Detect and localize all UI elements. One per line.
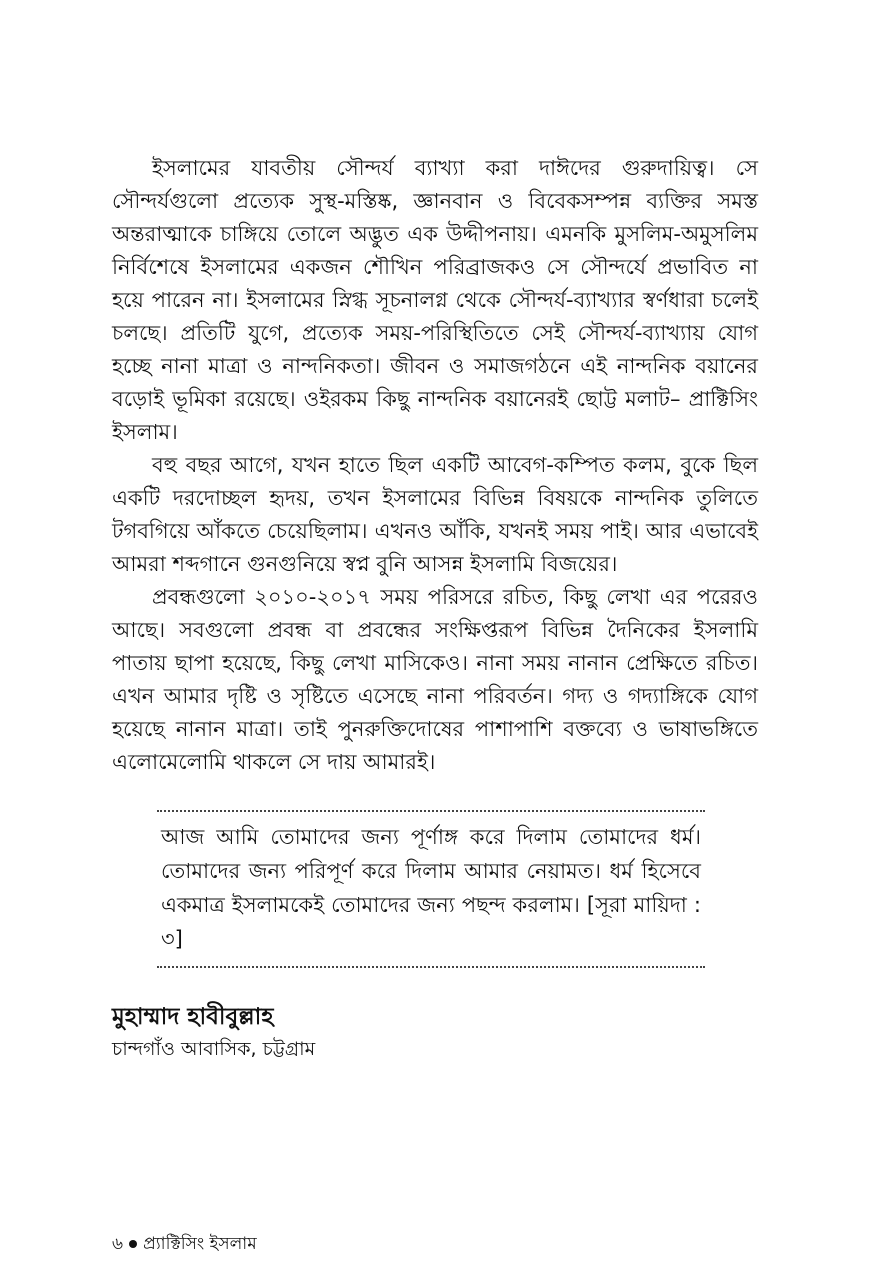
- paragraph-1: ইসলামের যাবতীয় সৌন্দর্য ব্যাখ্যা করা দাঈদের গুরুদায়িত্ব। সে সৌন্দর্যগুলো প্রত্যেক সুস্থ-মস্তিষ্ক, জ্ঞানবান ও বিবেকসম্পন্ন ব্যক্তির সমস্ত অন্তরাত্মাকে চাঙ্গিয়ে তোলে অদ্ভুত এক উদ্দীপনায়। এমনকি মুসলিম-অমুসলিম নির্বিশেষে ইসলামের একজন শৌখিন পরিব্রাজকও সে সৌন্দর্যে প্রভাবিত না হয়ে পারেন না। ইসলামের স্নিগ্ধ সূচনালগ্ন থেকে সৌন্দর্য-ব্যাখ্যার স্বর্ণধারা চলেই চলছে। প্রতিটি যুগে, প্রত্যেক সময়-পরিস্থিতিতে সেই সৌন্দর্য-ব্যাখ্যায় যোগ হচ্ছে নানা মাত্রা ও নান্দনিকতা। জীবন ও সমাজগঠনে এই নান্দনিক বয়ানের বড়োই ভূমিকা রয়েছে। ওইরকম কিছু নান্দনিক বয়ানেরই ছোট্ট মলাট– প্রাক্টিসিং ইসলাম।: [112, 156, 758, 444]
- author-location: চান্দগাঁও আবাসিক, চট্টগ্রাম: [112, 1038, 316, 1060]
- bullet-icon: [129, 1240, 137, 1248]
- quran-quote-box: [157, 810, 705, 968]
- quote-text: আজ আমি তোমাদের জন্য পূর্ণাঙ্গ করে দিলাম তোমাদের ধর্ম। তোমাদের জন্য পরিপূর্ণ করে দিলাম আমার নেয়ামত। ধর্ম হিসেবে একমাত্র ইসলামকেই তোমাদের জন্য পছন্দ করলাম। [সূরা মায়িদা : ৩]: [161, 825, 701, 951]
- author-name: মুহাম্মাদ হাবীবুল্লাহ: [112, 1004, 274, 1030]
- paragraph-2: বহু বছর আগে, যখন হাতে ছিল একটি আবেগ-কম্পিত কলম, বুকে ছিল একটি দরদোচ্ছল হৃদয়, তখন ইসলামের বিভিন্ন বিষয়কে নান্দনিক তুলিতে টগবগিয়ে আঁকতে চেয়েছিলাম। এখনও আঁকি, যখনই সময় পাই। আর এভাবেই আমরা শব্দগানে গুনগুনিয়ে স্বপ্ন বুনি আসন্ন ইসলামি বিজয়ের।: [112, 453, 758, 576]
- preface-body: [112, 152, 758, 779]
- page-number: ৬: [112, 1234, 124, 1254]
- paragraph-3: প্রবন্ধগুলো ২০১০-২০১৭ সময় পরিসরে রচিত, কিছু লেখা এর পরেরও আছে। সবগুলো প্রবন্ধ বা প্রবন্ধের সংক্ষিপ্তরূপ বিভিন্ন দৈনিকের ইসলামি পাতায় ছাপা হয়েছে, কিছু লেখা মাসিকেও। নানা সময় নানান প্রেক্ষিতে রচিত। এখন আমার দৃষ্টি ও সৃষ্টিতে এসেছে নানা পরিবর্তন। গদ্য ও গদ্যাঙ্গিকে যোগ হয়েছে নানান মাত্রা। তাই পুনরুক্তিদোষের পাশাপাশি বক্তব্যে ও ভাষাভঙ্গিতে এলোমেলোমি থাকলে সে দায় আমারই।: [112, 585, 758, 774]
- author-signature: [112, 1000, 612, 1064]
- running-title: প্র্যাক্টিসিং ইসলাম: [143, 1234, 257, 1254]
- page-footer: [112, 1232, 257, 1256]
